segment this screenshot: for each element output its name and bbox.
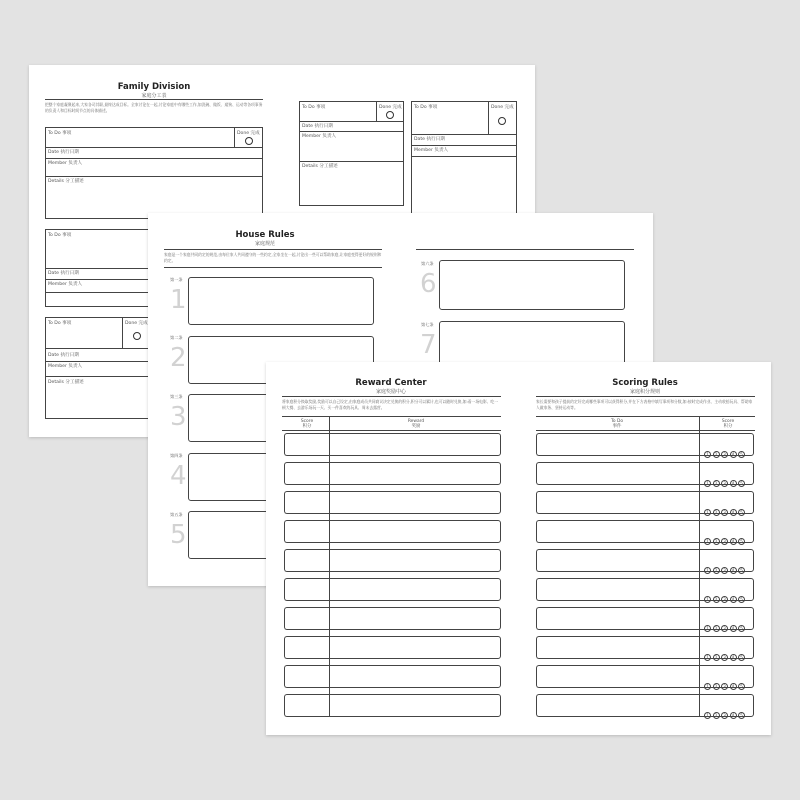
scoring-todo-cell[interactable] <box>536 549 700 572</box>
score-circle-icon[interactable]: 3 <box>721 654 728 661</box>
score-circle-icon[interactable]: 3 <box>721 596 728 603</box>
score-circle-icon[interactable]: 3 <box>721 509 728 516</box>
house-title-rule <box>164 249 382 250</box>
reward-score-cell[interactable] <box>284 694 332 717</box>
family-task-card[interactable] <box>299 101 404 206</box>
rule-number: 2 <box>170 343 187 373</box>
reward-score-cell[interactable] <box>284 665 332 688</box>
rule-label: 第七条 <box>421 322 434 327</box>
divider <box>46 147 262 148</box>
divider <box>412 156 516 157</box>
scoring-score-cell[interactable] <box>699 491 754 514</box>
rule-number: 6 <box>420 269 437 299</box>
todo-label: To Do 事项 <box>48 321 72 326</box>
scoring-header-rule <box>536 430 755 431</box>
reward-item-cell[interactable] <box>329 462 501 485</box>
reward-score-cell[interactable] <box>284 636 332 659</box>
reward-header-rule <box>282 430 501 431</box>
house-desc-rule <box>164 267 382 268</box>
done-label: Done 完成 <box>125 321 148 326</box>
date-label: Date 执行日期 <box>48 150 79 155</box>
divider <box>300 131 403 132</box>
reward-item-cell[interactable] <box>329 491 501 514</box>
reward-score-cell[interactable] <box>284 607 332 630</box>
reward-description: 将家庭积分换取奖励,奖励可以自己设定,由家庭成员共同商议决定兑换的积分,积分可以累计,也可以随时兑换,如:看一场电影、吃一顿大餐、去游乐场玩一天、买一件喜欢的玩具、周末去露营。 <box>282 399 499 410</box>
house-subtitle: 家庭规范 <box>254 241 275 247</box>
score-circle-icon[interactable]: 5 <box>738 538 745 545</box>
scoring-score-cell[interactable] <box>699 578 754 601</box>
member-label: Member 负责人 <box>48 161 83 166</box>
rule-label: 第二条 <box>170 335 183 340</box>
score-header-cn: 积分 <box>723 424 733 429</box>
score-circle-icon[interactable]: 4 <box>730 480 737 487</box>
reward-subtitle: 家庭奖励中心 <box>375 389 406 395</box>
scoring-todo-cell[interactable] <box>536 665 700 688</box>
score-circle-icon[interactable]: 4 <box>730 683 737 690</box>
score-circle-icon[interactable]: 3 <box>721 625 728 632</box>
score-circle-icon[interactable]: 1 <box>704 567 711 574</box>
reward-col-reward <box>332 419 500 429</box>
score-circle-icon[interactable]: 5 <box>738 480 745 487</box>
score-header-en: Score <box>721 419 735 424</box>
member-label: Member 负责人 <box>48 282 83 287</box>
scoring-todo-cell[interactable] <box>536 520 700 543</box>
scoring-col-score <box>702 419 754 429</box>
rule-number: 3 <box>170 402 187 432</box>
todo-label: To Do 事项 <box>414 105 438 110</box>
reward-item-cell[interactable] <box>329 433 501 456</box>
score-circle-icon[interactable]: 4 <box>730 596 737 603</box>
reward-item-cell[interactable] <box>329 549 501 572</box>
reward-score-cell[interactable] <box>284 549 332 572</box>
score-circle-icon[interactable]: 2 <box>713 538 720 545</box>
score-circle-icon[interactable]: 1 <box>704 683 711 690</box>
scoring-todo-cell[interactable] <box>536 636 700 659</box>
reward-item-cell[interactable] <box>329 578 501 601</box>
scoring-score-cell[interactable] <box>699 607 754 630</box>
scoring-score-cell[interactable] <box>699 433 754 456</box>
score-circle-icon[interactable]: 2 <box>713 451 720 458</box>
scoring-col-todo <box>536 419 698 429</box>
score-circle-icon[interactable]: 2 <box>713 683 720 690</box>
done-checkbox[interactable] <box>498 117 506 125</box>
reward-header-en: Reward <box>407 419 425 424</box>
score-circle-icon[interactable]: 5 <box>738 451 745 458</box>
score-circle-icon[interactable]: 1 <box>704 712 711 719</box>
score-circle-icon[interactable]: 1 <box>704 625 711 632</box>
done-label: Done 完成 <box>237 131 260 136</box>
score-circle-icon[interactable]: 5 <box>738 567 745 574</box>
family-title-rule <box>45 99 263 100</box>
reward-scoring-sheet <box>266 362 771 735</box>
todo-label: To Do 事项 <box>48 131 72 136</box>
scoring-todo-cell[interactable] <box>536 462 700 485</box>
family-task-card[interactable] <box>411 101 517 216</box>
score-circle-icon[interactable]: 1 <box>704 480 711 487</box>
score-circle-icon[interactable]: 2 <box>713 480 720 487</box>
rule-input-box[interactable] <box>188 277 374 325</box>
reward-score-cell[interactable] <box>284 578 332 601</box>
score-header-cn: 积分 <box>302 424 312 429</box>
rule-number: 1 <box>170 285 187 315</box>
reward-item-cell[interactable] <box>329 607 501 630</box>
done-cell <box>122 318 151 348</box>
score-circle-icon[interactable]: 5 <box>738 683 745 690</box>
family-subtitle: 家庭分工表 <box>141 93 167 99</box>
member-label: Member 负责人 <box>414 148 449 153</box>
score-circle-icon[interactable]: 4 <box>730 654 737 661</box>
rule-label: 第六条 <box>421 261 434 266</box>
score-circle-icon[interactable]: 5 <box>738 712 745 719</box>
scoring-todo-cell[interactable] <box>536 694 700 717</box>
score-circle-icon[interactable]: 4 <box>730 712 737 719</box>
date-label: Date 执行日期 <box>48 271 79 276</box>
rule-number: 4 <box>170 461 187 491</box>
reward-score-cell[interactable] <box>284 520 332 543</box>
score-circle-icon[interactable]: 2 <box>713 596 720 603</box>
score-circle-icon[interactable]: 2 <box>713 509 720 516</box>
date-label: Date 执行日期 <box>414 137 445 142</box>
details-label: Details 分工描述 <box>302 164 338 169</box>
score-circle-icon[interactable]: 3 <box>721 712 728 719</box>
scoring-todo-cell[interactable] <box>536 578 700 601</box>
scoring-score-cell[interactable] <box>699 462 754 485</box>
rule-number: 5 <box>170 520 187 550</box>
score-circle-icon[interactable]: 3 <box>721 567 728 574</box>
reward-col-score <box>286 419 328 429</box>
details-label: Details 分工描述 <box>48 380 84 385</box>
house-title: House Rules <box>235 230 295 240</box>
score-circle-icon[interactable]: 4 <box>730 625 737 632</box>
divider <box>300 161 403 162</box>
reward-score-cell[interactable] <box>284 491 332 514</box>
done-checkbox[interactable] <box>245 137 253 145</box>
reward-desc-rule <box>282 416 501 417</box>
score-circle-icon[interactable]: 3 <box>721 538 728 545</box>
divider <box>300 121 403 122</box>
score-circle-icon[interactable]: 4 <box>730 451 737 458</box>
done-label: Done 完成 <box>379 105 402 110</box>
reward-item-cell[interactable] <box>329 636 501 659</box>
score-circle-icon[interactable]: 2 <box>713 712 720 719</box>
scoring-title-rule <box>536 396 755 397</box>
score-circle-icon[interactable]: 5 <box>738 596 745 603</box>
scoring-score-cell[interactable] <box>699 636 754 659</box>
score-circle-icon[interactable]: 5 <box>738 509 745 516</box>
family-task-card[interactable] <box>45 127 263 219</box>
rule-label: 第四条 <box>170 453 183 458</box>
score-circle-icon[interactable]: 1 <box>704 538 711 545</box>
scoring-score-cell[interactable] <box>699 520 754 543</box>
todo-label: To Do 事项 <box>48 233 72 238</box>
done-cell <box>488 102 517 134</box>
reward-title: Reward Center <box>355 378 427 388</box>
score-circle-icon[interactable]: 3 <box>721 480 728 487</box>
scoring-desc-rule <box>536 416 755 417</box>
score-circle-icon[interactable]: 1 <box>704 654 711 661</box>
date-label: Date 执行日期 <box>302 124 333 129</box>
done-checkbox[interactable] <box>133 332 141 340</box>
reward-score-cell[interactable] <box>284 433 332 456</box>
divider <box>412 145 516 146</box>
rule-label: 第五条 <box>170 512 183 517</box>
scoring-title: Scoring Rules <box>612 378 678 388</box>
scoring-score-cell[interactable] <box>699 665 754 688</box>
scoring-todo-cell[interactable] <box>536 491 700 514</box>
todo-header-en: To Do <box>610 419 624 424</box>
done-label: Done 完成 <box>491 105 514 110</box>
house-right-rule <box>416 249 634 250</box>
reward-item-cell[interactable] <box>329 520 501 543</box>
house-description: 家庭是一个家庭共同约定的规范,由每位家人共同遵守的一些约定,全家坐在一起,讨论出一些可以帮助家庭,让家庭变得更好的规则和约定。 <box>164 252 382 263</box>
reward-score-cell[interactable] <box>284 462 332 485</box>
score-circle-icon[interactable]: 3 <box>721 683 728 690</box>
scoring-score-cell[interactable] <box>699 549 754 572</box>
score-circle-icon[interactable]: 5 <box>738 654 745 661</box>
reward-header-cn: 奖励 <box>411 424 421 429</box>
reward-item-cell[interactable] <box>329 694 501 717</box>
member-label: Member 负责人 <box>302 134 337 139</box>
score-circle-icon[interactable]: 4 <box>730 509 737 516</box>
scoring-description: 家长需要和孩子提前约定好完成哪些事项可以获得积分,并在下方表格中填写事项和分数,如:按时完成作业、主动收拾玩具、帮助家人做家务、坚持运动等。 <box>536 399 753 410</box>
score-circle-icon[interactable]: 2 <box>713 654 720 661</box>
scoring-todo-cell[interactable] <box>536 607 700 630</box>
rule-input-box[interactable] <box>439 260 625 310</box>
family-title: Family Division <box>117 82 191 92</box>
todo-header-cn: 事件 <box>612 424 622 429</box>
score-circle-icon[interactable]: 1 <box>704 509 711 516</box>
score-circle-icon[interactable]: 1 <box>704 451 711 458</box>
divider <box>46 158 262 159</box>
details-label: Details 分工描述 <box>48 179 84 184</box>
rule-label: 第三条 <box>170 394 183 399</box>
score-circle-icon[interactable]: 3 <box>721 451 728 458</box>
divider <box>46 176 262 177</box>
score-circle-icon[interactable]: 5 <box>738 625 745 632</box>
reward-title-rule <box>282 396 501 397</box>
divider <box>412 134 516 135</box>
rule-label: 第一条 <box>170 277 183 282</box>
rule-number: 7 <box>420 330 437 360</box>
date-label: Date 执行日期 <box>48 353 79 358</box>
done-cell <box>376 102 404 121</box>
member-label: Member 负责人 <box>48 364 83 369</box>
score-circle-icon[interactable]: 2 <box>713 567 720 574</box>
reward-item-cell[interactable] <box>329 665 501 688</box>
scoring-score-cell[interactable] <box>699 694 754 717</box>
score-circle-icon[interactable]: 4 <box>730 567 737 574</box>
scoring-todo-cell[interactable] <box>536 433 700 456</box>
score-circle-icon[interactable]: 4 <box>730 538 737 545</box>
done-cell <box>234 128 263 147</box>
scoring-subtitle: 家庭积分规则 <box>629 389 660 395</box>
score-circle-icon[interactable]: 2 <box>713 625 720 632</box>
score-circle-icon[interactable]: 1 <box>704 596 711 603</box>
score-header-en: Score <box>300 419 314 424</box>
todo-label: To Do 事项 <box>302 105 326 110</box>
done-checkbox[interactable] <box>386 111 394 119</box>
family-description: 把整个家庭凝聚起来,大家各司其职,最终达成目标。全家讨论在一起,讨论家庭中有哪些工作,如洗碗、做饭、遛狗、运动等各项事务的负责人和目标时间节点的具体描述。 <box>45 102 263 113</box>
